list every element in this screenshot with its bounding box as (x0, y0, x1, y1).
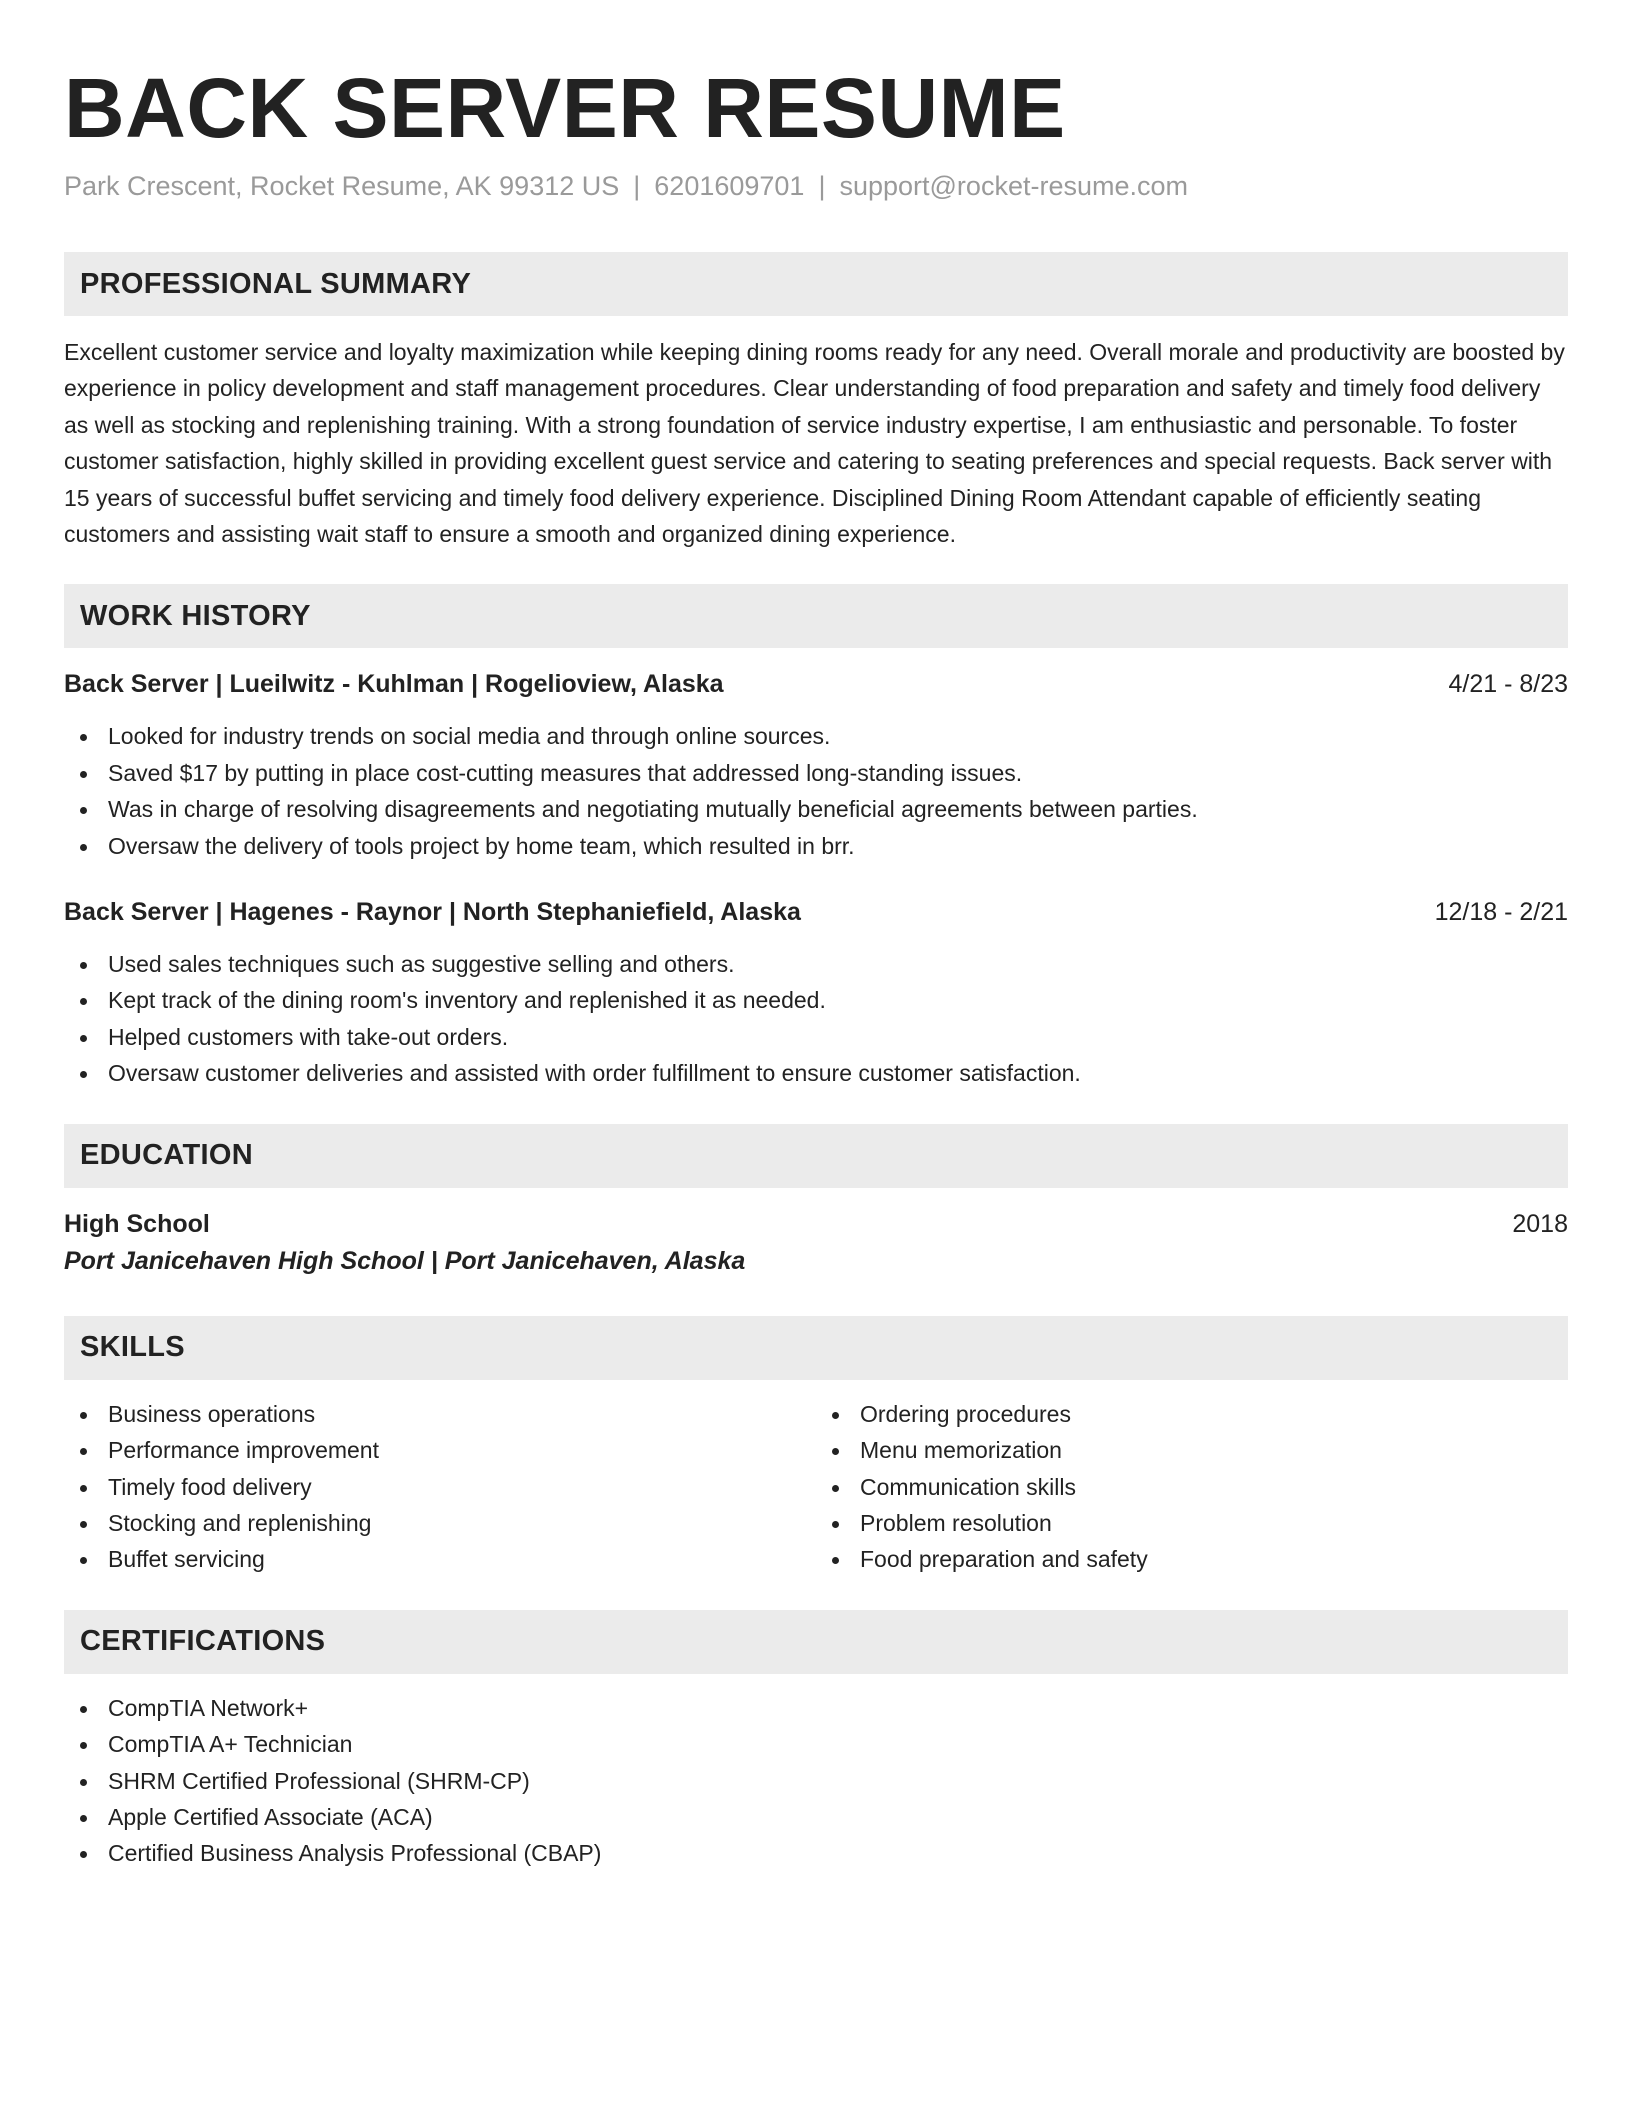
job-entry (64, 894, 1568, 1092)
job-bullet: Helped customers with take-out orders. (64, 1019, 1568, 1055)
job-bullets (64, 718, 1568, 864)
skills-column-left (64, 1396, 816, 1578)
skills-list (816, 1396, 1568, 1578)
job-bullet: Oversaw the delivery of tools project by home team, which resulted in brr. (64, 828, 1568, 864)
job-bullet: Kept track of the dining room's inventory and replenished it as needed. (64, 982, 1568, 1018)
education-header (64, 1206, 1568, 1242)
contact-separator: | (818, 171, 826, 201)
job-bullet: Was in charge of resolving disagreements and negotiating mutually beneficial agreements between parties. (64, 791, 1568, 827)
education-degree: High School (64, 1209, 210, 1238)
certification-item: Apple Certified Associate (ACA) (64, 1799, 1568, 1835)
job-title: Back Server | Lueilwitz - Kuhlman | Rogelioview, Alaska (64, 670, 724, 699)
job-entry (64, 666, 1568, 864)
education-school: Port Janicehaven High School | Port Janicehaven, Alaska (64, 1246, 746, 1275)
certification-item: CompTIA A+ Technician (64, 1726, 1568, 1762)
section-header-skills: SKILLS (64, 1316, 1568, 1380)
summary-text: Excellent customer service and loyalty maximization while keeping dining rooms ready for any need. Overall morale and productivity are boosted by experience in policy development and staff management procedures. Clear understanding of food preparation and safety and timely food delivery as well as stocking and replenishing training. With a strong foundation of service industry expertise, I am enthusiastic and personable. To foster customer satisfaction, highly skilled in providing excellent guest service and catering to seating preferences and special requests. Back server with 15 years of successful buffet servicing and timely food delivery experience. Disciplined Dining Room Attendant capable of efficiently seating customers and assisting wait staff to ensure a smooth and organized dining experience. (64, 339, 1565, 548)
skills-column-right (816, 1396, 1568, 1578)
job-bullet: Used sales techniques such as suggestive selling and others. (64, 946, 1568, 982)
section-header-work-history: WORK HISTORY (64, 584, 1568, 648)
skill-item: Food preparation and safety (816, 1541, 1568, 1577)
job-dates: 4/21 - 8/23 (1448, 670, 1568, 699)
contact-line (64, 168, 1568, 204)
skill-item: Problem resolution (816, 1505, 1568, 1541)
skill-item: Buffet servicing (64, 1541, 816, 1577)
job-dates: 12/18 - 2/21 (1434, 898, 1568, 927)
job-bullet: Saved $17 by putting in place cost-cutting measures that addressed long-standing issues. (64, 755, 1568, 791)
job-header (64, 894, 1568, 930)
skills-list (64, 1396, 816, 1578)
skill-item: Menu memorization (816, 1432, 1568, 1468)
skills-grid (64, 1396, 1568, 1578)
section-header-education: EDUCATION (64, 1124, 1568, 1188)
job-header (64, 666, 1568, 702)
skill-item: Ordering procedures (816, 1396, 1568, 1432)
skill-item: Timely food delivery (64, 1469, 816, 1505)
resume-title: BACK SERVER RESUME (64, 61, 1066, 155)
job-bullet: Looked for industry trends on social media and through online sources. (64, 718, 1568, 754)
certification-item: Certified Business Analysis Professional (CBAP) (64, 1835, 1568, 1871)
contact-email: support@rocket-resume.com (839, 171, 1188, 201)
certification-item: CompTIA Network+ (64, 1690, 1568, 1726)
job-title: Back Server | Hagenes - Raynor | North Stephaniefield, Alaska (64, 898, 801, 927)
certification-item: SHRM Certified Professional (SHRM-CP) (64, 1763, 1568, 1799)
contact-address: Park Crescent, Rocket Resume, AK 99312 US (64, 171, 620, 201)
job-bullets (64, 946, 1568, 1092)
skill-item: Communication skills (816, 1469, 1568, 1505)
skill-item: Stocking and replenishing (64, 1505, 816, 1541)
contact-separator: | (633, 171, 641, 201)
section-header-certifications: CERTIFICATIONS (64, 1610, 1568, 1674)
certifications-list (64, 1690, 1568, 1872)
education-year: 2018 (1512, 1209, 1568, 1238)
section-header-summary: PROFESSIONAL SUMMARY (64, 252, 1568, 316)
skill-item: Business operations (64, 1396, 816, 1432)
skill-item: Performance improvement (64, 1432, 816, 1468)
job-bullet: Oversaw customer deliveries and assisted with order fulfillment to ensure customer satisfaction. (64, 1055, 1568, 1091)
contact-phone: 6201609701 (654, 171, 805, 201)
